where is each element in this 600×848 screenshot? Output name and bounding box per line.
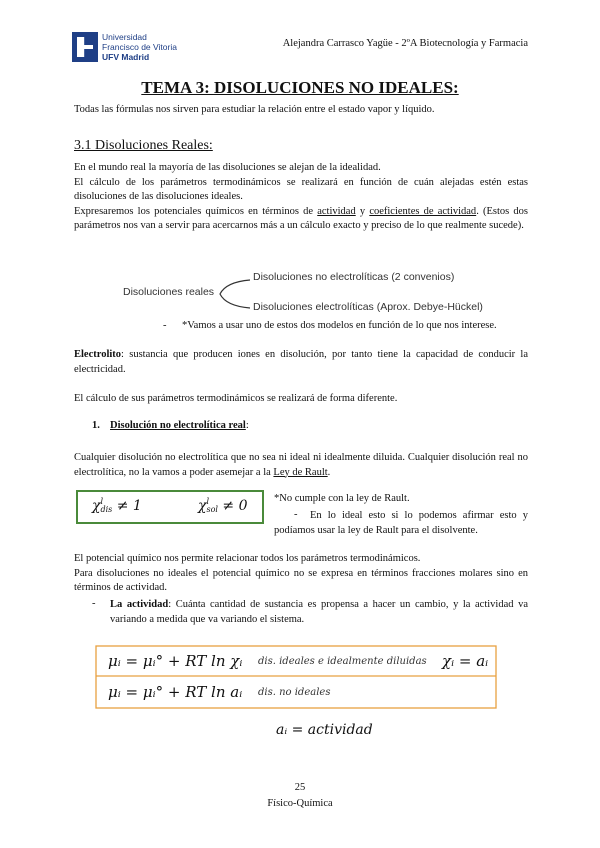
rault-sub-note: En lo ideal esto si lo podemos afirmar esto y podíamos usar la ley de Rault para el disolvente. [274, 510, 528, 536]
inequality-dissolvent: χl dis ≠ 1 [92, 497, 142, 514]
subheading-title: Disolución no electrolítica real: [110, 420, 249, 431]
calc-note: El cálculo de sus parámetros termodinámicos se realizará de forma diferente. [74, 393, 398, 404]
formula-ideal-note: dis. ideales e idealmente diluidas [258, 656, 427, 667]
activity-definition-formula: aᵢ = actividad [276, 722, 373, 738]
diagram-branch-electrolytic: Disoluciones electrolíticas (Aprox. Debye-Hückel) [253, 301, 483, 313]
bullet-dash: - [163, 320, 167, 331]
paragraph-real-solutions: En el mundo real la mayoría de las disoluciones se alejan de la idealidad. El cálculo de los parámetros termodinámicos se realizará en función de cuán alejadas estén estas disoluciones de las disoluciones ideales. Expresaremos los potenciales químicos en términos de actividad y coeficientes de actividad. (Estos dos parámetros nos van a servir para acercarnos más a un cálculo exacto y preciso de lo que realmente sucede). [74, 162, 528, 231]
page-number: 25 [294, 782, 306, 793]
formula-nonideal-note: dis. no ideales [258, 687, 331, 698]
actividad-definition: La actividad: Cuánta cantidad de sustancia es propensa a hacer un cambio, y la actividad va variando a medida que va variando el sistema. [110, 599, 528, 625]
rault-sub-dash: - [294, 509, 298, 520]
formula-ideal: μᵢ = μᵢ° + RT ln χᵢ [108, 652, 243, 670]
electrolito-definition: Electrolito: sustancia que producen iones en disolución, por tanto tiene la capacidad de conducir la electricidad. [74, 349, 528, 375]
formula-ideal-equivalence: χᵢ = aᵢ [442, 652, 489, 670]
inequality-solute: χl sol ≠ 0 [198, 497, 248, 514]
logo-text: Universidad Francisco de Vitoria UFV Madrid [102, 32, 177, 62]
formula-nonideal: μᵢ = μᵢ° + RT ln aᵢ [108, 683, 243, 701]
bullet-models-note: *Vamos a usar uno de estos dos modelos en función de lo que nos interese. [182, 320, 497, 331]
subheading-number: 1. [92, 420, 100, 431]
actividad-dash: - [92, 598, 96, 609]
inequality-box [76, 490, 264, 524]
diagram-branch-nonelectrolytic: Disoluciones no electrolíticas (2 convenios) [253, 271, 455, 283]
paragraph-nonelectrolytic: Cualquier disolución no electrolítica que no sea ni ideal ni idealmente diluida. Cualquier disolución real no electrolítica, no la vamos a poder asemejar a la Ley de Rault. [74, 452, 528, 478]
logo-mark-icon [72, 32, 98, 62]
diagram-root: Disoluciones reales [123, 286, 215, 298]
rault-note: *No cumple con la ley de Rault. [274, 493, 410, 504]
header-author: Alejandra Carrasco Yagüe - 2ºA Biotecnología y Farmacia [282, 38, 528, 49]
university-logo [72, 30, 177, 64]
page-title: TEMA 3: DISOLUCIONES NO IDEALES: [141, 78, 459, 97]
diagram-brace-icon [214, 276, 254, 312]
intro-text: Todas las fórmulas nos sirven para estudiar la relación entre el estado vapor y líquido. [74, 104, 435, 115]
footer-subject: Físico-Química [267, 798, 333, 809]
paragraph-chemical-potential: El potencial químico nos permite relacionar todos los parámetros termodinámicos. Para disoluciones no ideales el potencial químico no se expresa en términos fracciones molares sino en términos de actividad. [74, 553, 528, 593]
section-heading: 3.1 Disoluciones Reales: [74, 138, 213, 153]
